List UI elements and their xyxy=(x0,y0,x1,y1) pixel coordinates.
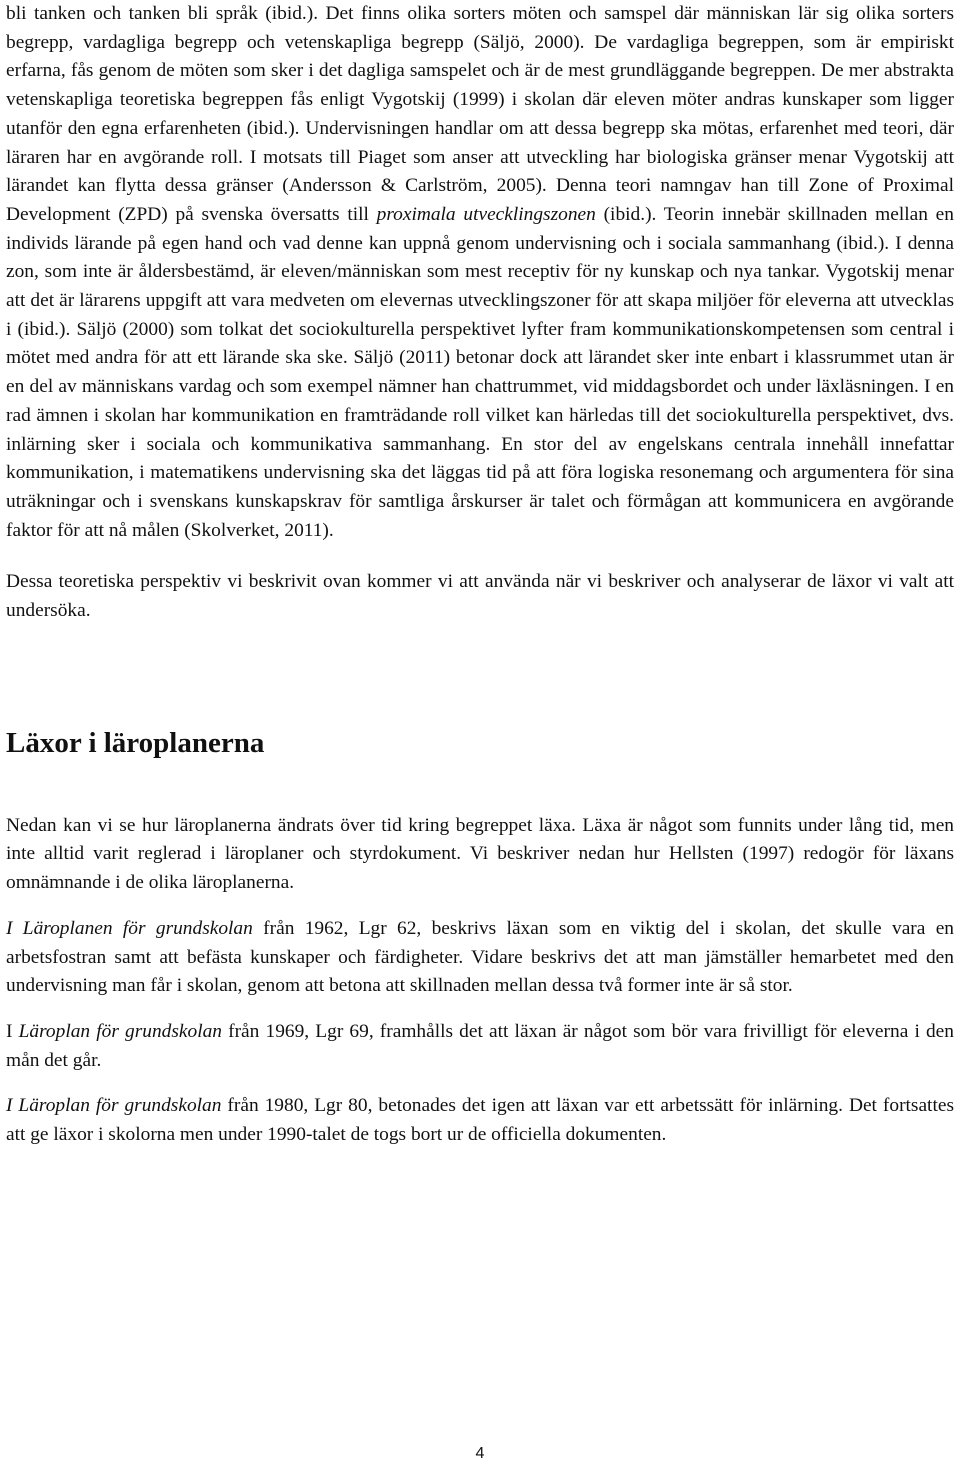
body-paragraph-1 xyxy=(6,0,954,545)
lgr69-prefix: I xyxy=(6,1020,13,1042)
section-heading: Läxor i läroplanerna xyxy=(6,726,265,759)
section-paragraph-lgr69 xyxy=(6,1018,954,1075)
lgr80-title: I Läroplan för grundskolan xyxy=(6,1095,222,1117)
body-paragraph-1-text: bli tanken och tanken bli språk (ibid.). Det finns olika sorters möten och samspel där människan lär sig olika sorters begrepp, vardagliga begrepp och vetenskapliga begrepp (Säljö, 2000). De vardagliga begreppen, som är empiriskt erfarna, fås genom de möten som sker i det dagliga samspelet och är de mest grundläggande begreppen. De mer abstrakta vetenskapliga teoretiska begreppen fås enligt Vygotskij (1999) i skolan där eleven möter andras kunskaper som ligger utanför den egna erfarenheten (ibid.). Undervisningen handlar om att dessa begrepp ska mötas, erfarenhet med teori, där läraren har en avgörande roll. I motsats till Piaget som anser att utveckling har biologiska gränser menar Vygotskij att lärandet kan flytta dessa gränser (Andersson & Carlström, 2005). Denna teori namngav han till Zone of Proximal Development (ZPD) på svenska översatts till xyxy=(6,3,954,225)
document-page xyxy=(6,0,954,1150)
section-paragraph-1: Nedan kan vi se hur läroplanerna ändrats över tid kring begreppet läxa. Läxa är något som funnits under lång tid, men inte alltid varit reglerad i läroplaner och styrdokument. Vi beskriver nedan hur Hellsten (1997) redogör för läxans omnämnande i de olika läroplanerna. xyxy=(6,814,954,894)
page-number: 4 xyxy=(475,1445,485,1462)
lgr69-title: Läroplan för grundskolan xyxy=(18,1020,222,1042)
body-paragraph-1-rest: (ibid.). Teorin innebär skillnaden mellan en individs lärande på egen hand och vad denne kan uppnå genom undervisning och i sociala sammanhang (ibid.). I denna zon, som inte är åldersbestämd, är eleven/människan som mest receptiv för ny kunskap och nya tankar. Vygotskij menar att det är lärarens uppgift att vara medveten om elevernas utvecklingszoner för att skapa miljöer för eleverna att utvecklas i (ibid.). Säljö (2000) som tolkat det sociokulturella perspektivet lyfter fram kommunikationskompetensen som central i mötet med andra för att ett lärande ska ske. Säljö (2011) betonar dock att lärandet sker inte enbart i klassrummet utan är en del av människans vardag och som exempel nämner han chattrummet, vid middagsbordet och under läxläsningen. I en rad ämnen i skolan har kommunikation en framträdande roll vilket kan härledas till det sociokulturella perspektivet, dvs. inlärning sker i sociala och kommunikativa sammanhang. En stor del av engelskans centrala innehåll innefattar kommunikation, i matematikens undervisning ska det läggas tid på att föra logiska resonemang och argumentera för sina uträkningar och i svenskans kunskapskrav för samtliga årskurser är talet och förmågan att kommunicera en avgörande faktor för att nå målen (Skolverket, 2011). xyxy=(6,203,954,541)
body-paragraph-2: Dessa teoretiska perspektiv vi beskrivit ovan kommer vi att använda när vi beskriver och analyserar de läxor vi valt att undersöka. xyxy=(6,571,954,622)
lgr62-title: I Läroplanen för grundskolan xyxy=(6,917,253,939)
lgr69-text: från 1969, Lgr 69, framhålls det att läxan är något som bör vara frivilligt för eleverna i den mån det går. xyxy=(6,1020,954,1071)
lgr80-text: från 1980, Lgr 80, betonades det igen att läxan var ett arbetssätt för inlärning. Det fortsattes att ge läxor i skolorna men under 1990-talet de togs bort ur de officiella dokumenten. xyxy=(6,1095,954,1146)
body-paragraph-1-italic-term: proximala utvecklingszonen xyxy=(376,203,596,225)
section-paragraph-lgr80 xyxy=(6,1092,954,1149)
section-paragraph-lgr62 xyxy=(6,915,954,1001)
lgr62-text: från 1962, Lgr 62, beskrivs läxan som en viktig del i skolan, det skulle vara en arbetsfostran samt att befästa kunskaper och färdigheter. Vidare beskrivs det att man jämställer hemarbetet med den undervisning man får i skolan, genom att betona att skillnaden mellan dessa två former inte är så stor. xyxy=(6,917,955,997)
